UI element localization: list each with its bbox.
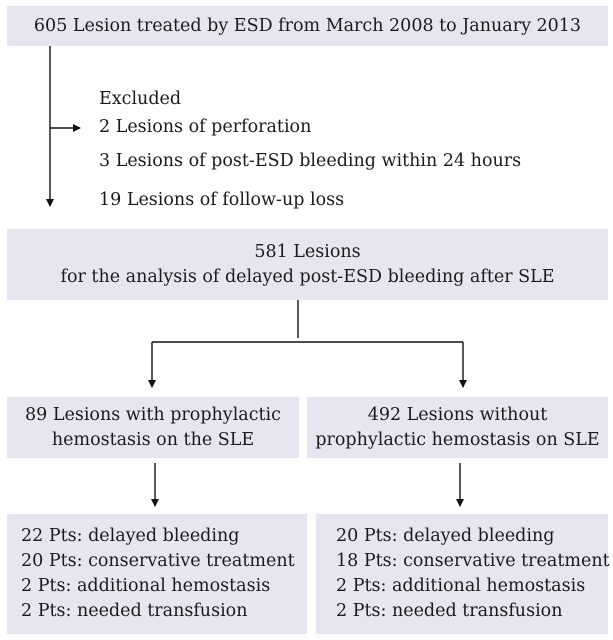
- excluded-item: 2 Lesions of perforation: [99, 117, 312, 137]
- left-outcome-item: 20 Pts: conservative treatment: [21, 551, 295, 571]
- right-outcome-item: 20 Pts: delayed bleeding: [336, 526, 555, 546]
- left-outcome-item: 22 Pts: delayed bleeding: [21, 526, 240, 546]
- right-outcome-item: 2 Pts: needed transfusion: [336, 601, 563, 621]
- left-group-line-2: hemostasis on the SLE: [51, 429, 255, 450]
- analysis-line-1: 581 Lesions: [254, 241, 361, 262]
- excluded-item: 19 Lesions of follow-up loss: [99, 190, 345, 210]
- right-group-line-1: 492 Lesions without: [367, 404, 548, 425]
- right-group-line-2: prophylactic hemostasis on SLE: [315, 429, 600, 450]
- left-group-box: [7, 397, 299, 458]
- left-outcome-box: [7, 514, 307, 634]
- left-outcome-item: 2 Pts: additional hemostasis: [21, 576, 271, 596]
- analysis-box: [7, 229, 608, 300]
- left-group-line-1: 89 Lesions with prophylactic: [25, 404, 281, 425]
- left-outcome-item: 2 Pts: needed transfusion: [21, 601, 248, 621]
- analysis-line-2: for the analysis of delayed post-ESD bleeding after SLE: [60, 266, 555, 287]
- excluded-item: 3 Lesions of post-ESD bleeding within 24 hours: [99, 151, 522, 171]
- top-box-text: 605 Lesion treated by ESD from March 2008 to January 2013: [33, 15, 582, 36]
- right-group-box: [307, 397, 608, 458]
- right-outcome-item: 2 Pts: additional hemostasis: [336, 576, 586, 596]
- right-outcome-item: 18 Pts: conservative treatment: [336, 551, 610, 571]
- top-box: [7, 6, 608, 46]
- right-outcome-box: [316, 514, 608, 634]
- excluded-heading: Excluded: [99, 89, 182, 109]
